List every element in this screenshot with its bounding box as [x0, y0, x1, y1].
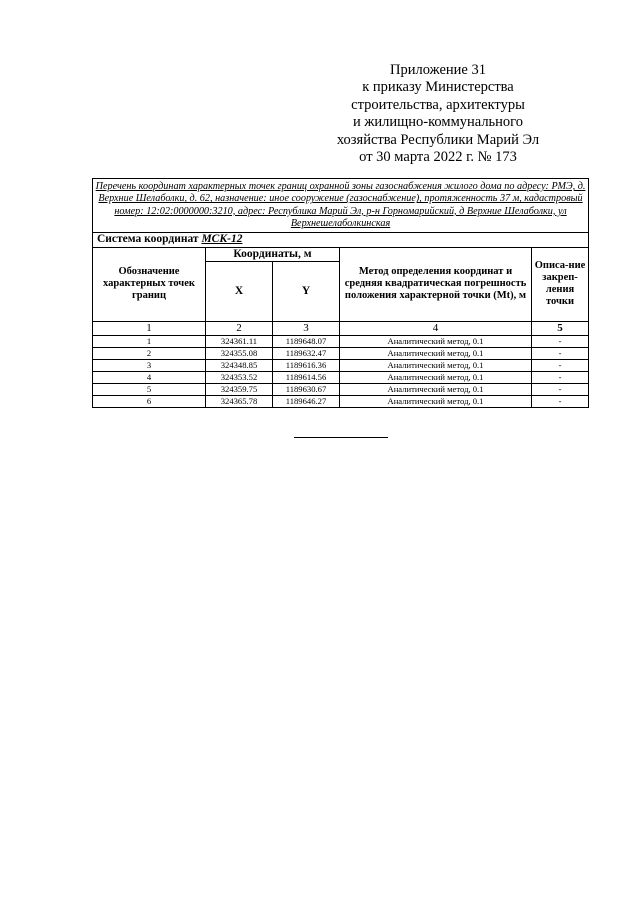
appendix-header	[308, 62, 568, 166]
column-number: 5	[532, 321, 589, 335]
cell-x: 324348.85	[206, 359, 273, 371]
appendix-line: к приказу Министерства	[362, 79, 514, 96]
table-row	[93, 395, 589, 407]
column-number: 2	[206, 321, 273, 335]
appendix-line: и жилищно-коммунального	[352, 114, 524, 131]
cell-method: Аналитический метод, 0.1	[340, 383, 532, 395]
cell-y: 1189614.56	[273, 371, 340, 383]
cell-desc: -	[532, 335, 589, 347]
table-row	[93, 335, 589, 347]
column-number-row	[93, 321, 589, 335]
cell-method: Аналитический метод, 0.1	[340, 335, 532, 347]
table-row	[93, 383, 589, 395]
cell-method: Аналитический метод, 0.1	[340, 395, 532, 407]
header-x: X	[206, 261, 273, 321]
cell-desc: -	[532, 383, 589, 395]
appendix-line: хозяйства Республики Марий Эл	[336, 131, 540, 148]
cell-point: 5	[93, 383, 206, 395]
table-row	[93, 347, 589, 359]
end-divider-line	[294, 437, 388, 438]
header-y: Y	[273, 261, 340, 321]
coordinate-system-label: Система координат	[97, 233, 199, 246]
cell-desc: -	[532, 347, 589, 359]
cell-point: 2	[93, 347, 206, 359]
cell-point: 1	[93, 335, 206, 347]
header-coords: Координаты, м	[206, 247, 340, 261]
cell-method: Аналитический метод, 0.1	[340, 347, 532, 359]
appendix-line: строительства, архитектуры	[351, 96, 525, 113]
cell-x: 324359.75	[206, 383, 273, 395]
header-desc: Описа-ние закреп-ления точки	[532, 247, 589, 321]
coordinate-system-row	[93, 232, 589, 247]
cell-point: 4	[93, 371, 206, 383]
cell-y: 1189616.36	[273, 359, 340, 371]
column-number: 3	[273, 321, 340, 335]
cell-method: Аналитический метод, 0.1	[340, 371, 532, 383]
table-row	[93, 359, 589, 371]
cell-point: 3	[93, 359, 206, 371]
appendix-line: от 30 марта 2022 г. № 173	[359, 149, 517, 166]
cell-point: 6	[93, 395, 206, 407]
cell-y: 1189648.07	[273, 335, 340, 347]
header-method: Метод определения координат и средняя квадратическая погрешность положения характерной точки (Mt), м	[340, 247, 532, 321]
cell-desc: -	[532, 359, 589, 371]
cell-y: 1189632.47	[273, 347, 340, 359]
cell-desc: -	[532, 395, 589, 407]
column-number: 4	[340, 321, 532, 335]
cell-x: 324353.52	[206, 371, 273, 383]
header-point: Обозначение характерных точек границ	[93, 247, 206, 321]
coordinates-table	[92, 178, 589, 408]
cell-desc: -	[532, 371, 589, 383]
coordinate-system-value: МСК-12	[201, 233, 243, 246]
cell-x: 324365.78	[206, 395, 273, 407]
cell-y: 1189630.67	[273, 383, 340, 395]
cell-x: 324355.08	[206, 347, 273, 359]
table-description: Перечень координат характерных точек границ охранной зоны газоснабжения жилого дома по адресу: РМЭ, д. Верхние Шелаболки, д. 62, назначение: иное сооружение (газоснабжение), протяженность 37 м, кадастровый номер: 12:02:0000000:3210, адрес: Республика Марий Эл, р-н Горномарийский, д Верхние Шелаболки, ул Верхнешелаболкинская	[93, 179, 589, 233]
cell-x: 324361.11	[206, 335, 273, 347]
cell-method: Аналитический метод, 0.1	[340, 359, 532, 371]
appendix-line: Приложение 31	[390, 62, 486, 78]
table-row	[93, 371, 589, 383]
cell-y: 1189646.27	[273, 395, 340, 407]
column-number: 1	[93, 321, 206, 335]
